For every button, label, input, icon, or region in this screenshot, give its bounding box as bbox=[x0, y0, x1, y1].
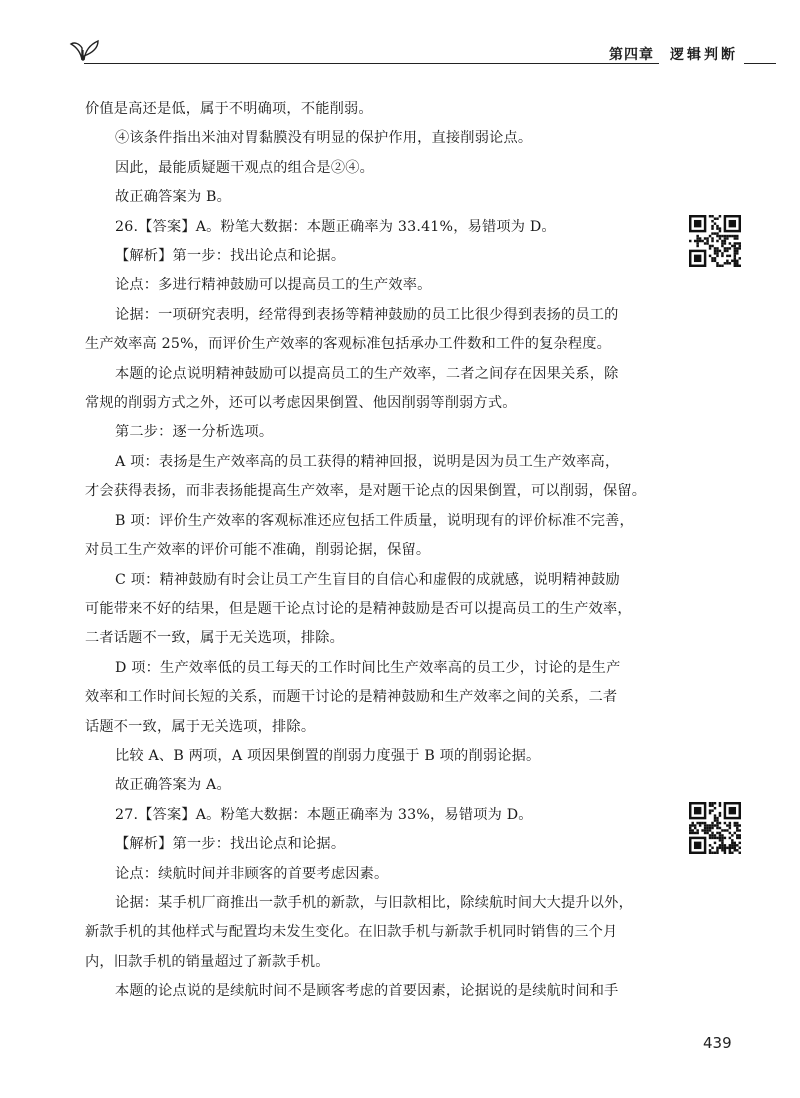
text-line: 本题的论点说的是续航时间不是顾客考虑的首要因素，论据说的是续航时间和手 bbox=[115, 983, 619, 1000]
text-line: 论据：一项研究表明，经常得到表扬等精神鼓励的员工比很少得到表扬的员工的 bbox=[115, 306, 619, 323]
leaf-icon bbox=[68, 36, 102, 62]
text-line: 常规的削弱方式之外，还可以考虑因果倒置、他因削弱等削弱方式。 bbox=[85, 395, 517, 412]
text-line: 论点：续航时间并非顾客的首要考虑因素。 bbox=[115, 865, 389, 882]
text-line: D 项：生产效率低的员工每天的工作时间比生产效率高的员工少，讨论的是生产 bbox=[115, 659, 621, 676]
text-line: 故正确答案为 A。 bbox=[115, 777, 231, 794]
text-line: 价值是高还是低，属于不明确项，不能削弱。 bbox=[85, 101, 373, 117]
header-rule-right bbox=[744, 63, 776, 64]
page-number: 439 bbox=[703, 1034, 732, 1052]
text-line: 生产效率高 25%，而评价生产效率的客观标准包括承办工件数和工件的复杂程度。 bbox=[85, 336, 612, 353]
text-line: 内，旧款手机的销量超过了新款手机。 bbox=[85, 953, 330, 970]
text-line: 论点：多进行精神鼓励可以提高员工的生产效率。 bbox=[115, 277, 432, 294]
page-body bbox=[85, 95, 665, 1007]
text-line: C 项：精神鼓励有时会让员工产生盲目的自信心和虚假的成就感，说明精神鼓励 bbox=[115, 571, 620, 588]
text-line: 第二步：逐一分析选项。 bbox=[115, 424, 274, 441]
text-line: 可能带来不好的结果，但是题干论点讨论的是精神鼓励是否可以提高员工的生产效率， bbox=[85, 600, 632, 617]
text-line: 效率和工作时间长短的关系，而题干讨论的是精神鼓励和生产效率之间的关系，二者 bbox=[85, 689, 618, 706]
text-line: 对员工生产效率的评价可能不准确，削弱论据，保留。 bbox=[85, 542, 431, 559]
text-line: 新款手机的其他样式与配置均未发生变化。在旧款手机与新款手机同时销售的三个月 bbox=[85, 924, 618, 941]
running-header bbox=[68, 36, 776, 70]
qr-code-icon bbox=[689, 802, 741, 854]
chapter-label: 第四章 bbox=[609, 47, 654, 63]
text-line: B 项：评价生产效率的客观标准还应包括工件质量，说明现有的评价标准不完善， bbox=[115, 512, 634, 529]
text-line: ④该条件指出米油对胃黏膜没有明显的保护作用，直接削弱论点。 bbox=[115, 130, 533, 147]
text-line: 27.【答案】A。粉笔大数据：本题正确率为 33%，易错项为 D。 bbox=[115, 806, 533, 823]
text-line: A 项：表扬是生产效率高的员工获得的精神回报，说明是因为员工生产效率高， bbox=[115, 453, 620, 470]
text-line: 【解析】第一步：找出论点和论据。 bbox=[115, 836, 346, 853]
text-line: 26.【答案】A。粉笔大数据：本题正确率为 33.41%，易错项为 D。 bbox=[115, 218, 556, 235]
text-line: 话题不一致，属于无关选项，排除。 bbox=[85, 718, 316, 735]
text-line: 论据：某手机厂商推出一款手机的新款，与旧款相比，除续航时间大大提升以外， bbox=[115, 894, 633, 911]
text-line: 故正确答案为 B。 bbox=[115, 189, 232, 206]
header-rule-left bbox=[84, 63, 659, 64]
chapter-title: 逻辑判断 bbox=[670, 47, 738, 63]
text-line: 才会获得表扬，而非表扬能提高生产效率，是对题干论点的因果倒置，可以削弱，保留。 bbox=[85, 483, 647, 500]
text-line: 二者话题不一致，属于无关选项，排除。 bbox=[85, 630, 344, 647]
text-line: 比较 A、B 两项，A 项因果倒置的削弱力度强于 B 项的削弱论据。 bbox=[115, 747, 541, 764]
text-line: 本题的论点说明精神鼓励可以提高员工的生产效率，二者之间存在因果关系，除 bbox=[115, 365, 619, 382]
qr-code-icon bbox=[689, 215, 741, 267]
text-line: 【解析】第一步：找出论点和论据。 bbox=[115, 248, 346, 265]
text-line: 因此，最能质疑题干观点的组合是②④。 bbox=[115, 159, 374, 176]
